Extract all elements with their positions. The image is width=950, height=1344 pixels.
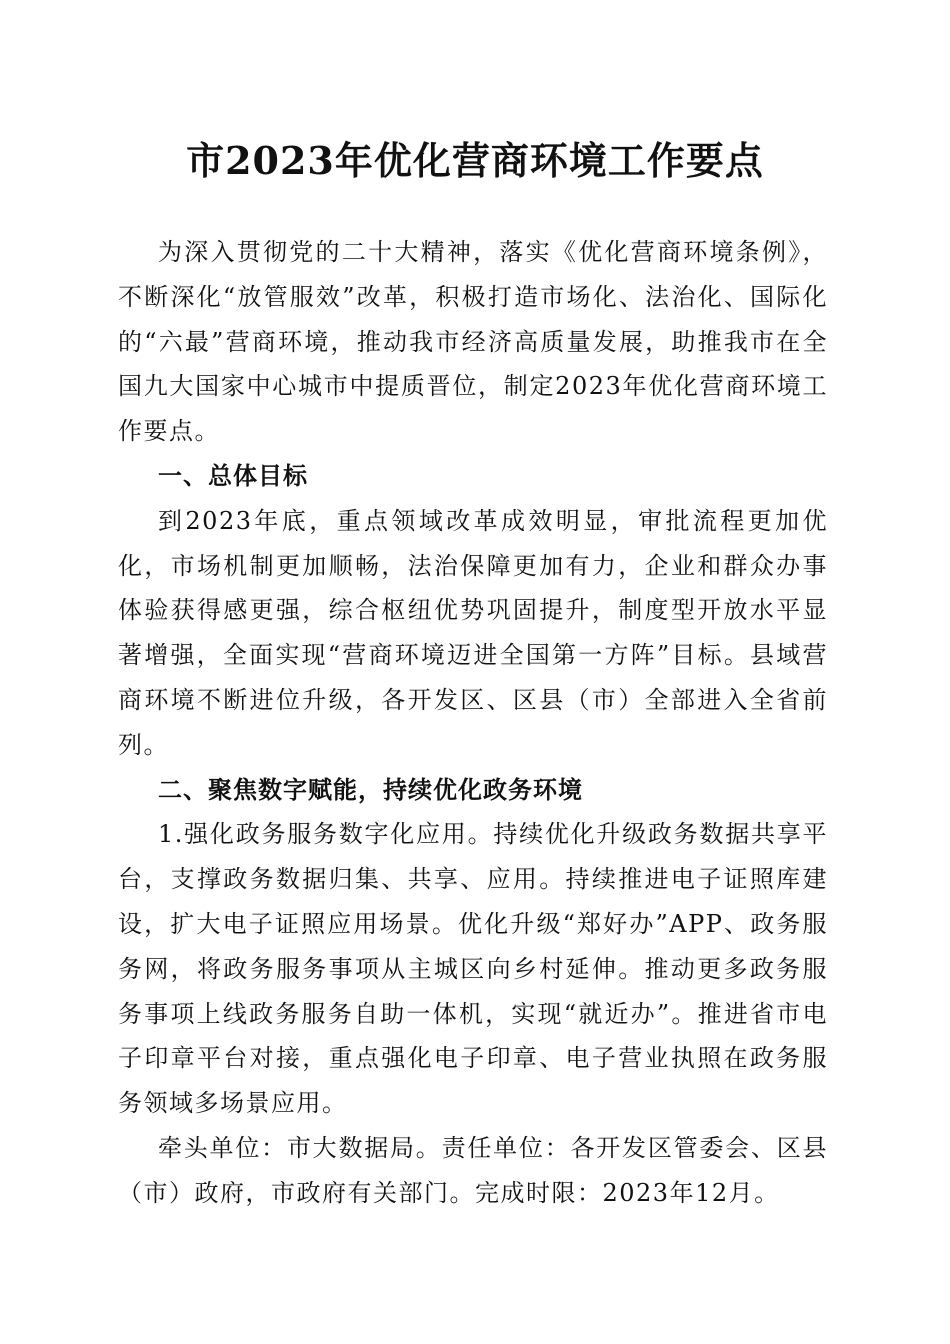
section-1-paragraph: 到2023年底，重点领域改革成效明显，审批流程更加优化，市场机制更加顺畅，法治保障更加有力，企业和群众办事体验获得感更强，综合枢纽优势巩固提升，制度型开放水平显著增强，全面实现“营商环境迈进全国第一方阵”目标。县域营商环境不断进位升级，各开发区、区县（市）全部进入全省前列。 <box>118 506 828 759</box>
document-title: 市2023年优化营商环境工作要点 <box>186 138 764 183</box>
document-body <box>118 230 828 1216</box>
section-2-item-1-paragraph: 1.强化政务服务数字化应用。持续优化升级政务数据共享平台，支撑政务数据归集、共享、应用。持续推进电子证照库建设，扩大电子证照应用场景。优化升级“郑好办”APP、政务服务网，将政务服务事项从主城区向乡村延伸。推动更多政务服务事项上线政务服务自助一体机，实现“就近办”。推进省市电子印章平台对接，重点强化电子印章、电子营业执照在政务服务领域多场景应用。 <box>118 820 828 1118</box>
section-2-heading: 二、聚焦数字赋能，持续优化政务环境 <box>158 775 583 804</box>
section-1-heading: 一、总体目标 <box>158 461 308 490</box>
section-2-item-1-responsibility: 牵头单位：市大数据局。责任单位：各开发区管委会、区县（市）政府，市政府有关部门。完成时限：2023年12月。 <box>118 1133 828 1207</box>
intro-paragraph: 为深入贯彻党的二十大精神，落实《优化营商环境条例》，不断深化“放管服效”改革，积极打造市场化、法治化、国际化的“六最”营商环境，推动我市经济高质量发展，助推我市在全国九大国家中心城市中提质晋位，制定2023年优化营商环境工作要点。 <box>118 238 828 446</box>
